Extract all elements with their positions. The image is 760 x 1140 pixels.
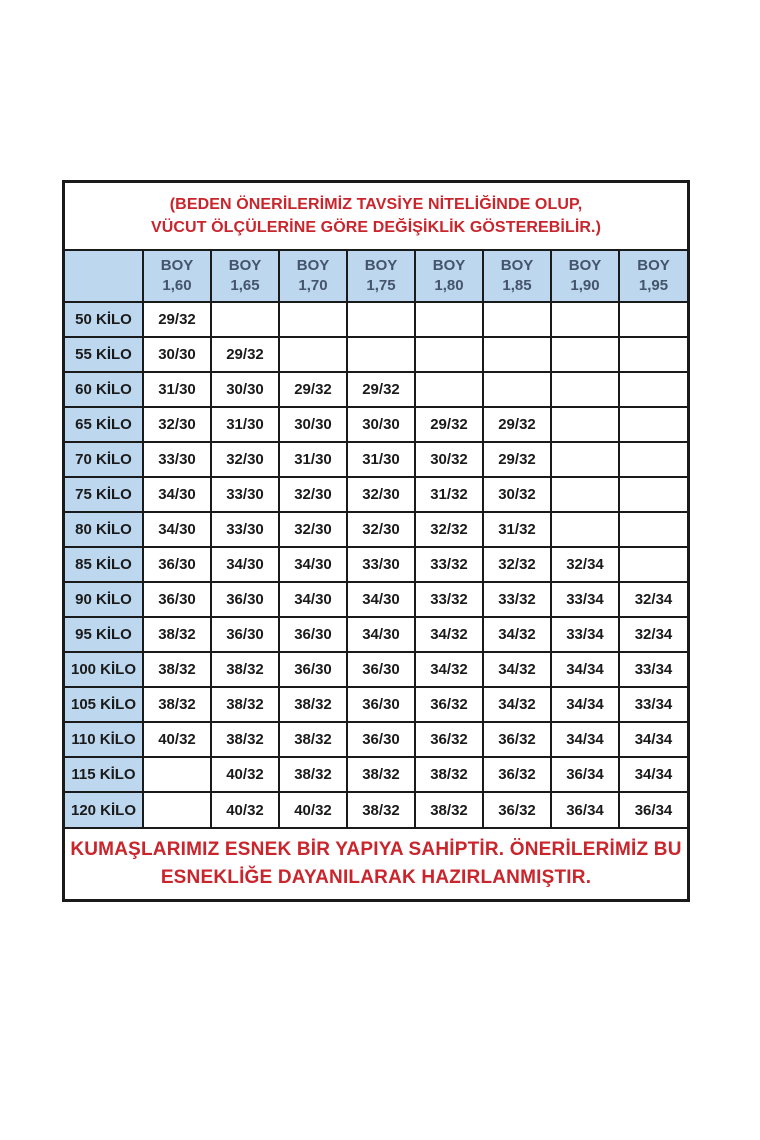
size-cell: [619, 442, 687, 477]
size-cell: [619, 407, 687, 442]
size-cell: 38/32: [279, 687, 347, 722]
size-cell: [551, 477, 619, 512]
size-cell: 32/30: [211, 442, 279, 477]
size-cell: 32/30: [347, 512, 415, 547]
size-cell: 36/30: [347, 652, 415, 687]
weight-label: 70 KİLO: [65, 442, 143, 477]
size-cell: 36/30: [211, 582, 279, 617]
size-cell: [551, 302, 619, 337]
size-cell: 34/34: [619, 757, 687, 792]
size-cell: 38/32: [211, 687, 279, 722]
size-cell: 29/32: [143, 302, 211, 337]
size-cell: 32/30: [279, 512, 347, 547]
size-cell: 38/32: [143, 617, 211, 652]
size-cell: [551, 337, 619, 372]
size-cell: [551, 407, 619, 442]
header-value: 1,60: [162, 277, 192, 294]
weight-label: 50 KİLO: [65, 302, 143, 337]
size-cell: [619, 547, 687, 582]
size-cell: 38/32: [415, 792, 483, 827]
table-row: [65, 477, 687, 512]
size-cell: 34/30: [347, 582, 415, 617]
size-cell: 34/34: [619, 722, 687, 757]
header-label: BOY: [500, 256, 534, 274]
weight-label: 115 KİLO: [65, 757, 143, 792]
size-cell: 30/30: [279, 407, 347, 442]
size-cell: 33/30: [347, 547, 415, 582]
size-cell: 36/30: [279, 652, 347, 687]
size-cell: 30/32: [415, 442, 483, 477]
header-value: 1,75: [366, 277, 396, 294]
size-cell: 33/32: [483, 582, 551, 617]
size-cell: 36/30: [347, 722, 415, 757]
size-cell: [415, 337, 483, 372]
size-cell: 36/34: [619, 792, 687, 827]
column-header-boy-1-80: [415, 251, 483, 302]
size-cell: 34/32: [415, 617, 483, 652]
size-cell: [619, 512, 687, 547]
weight-label: 60 KİLO: [65, 372, 143, 407]
size-cell: 34/30: [279, 547, 347, 582]
header-label: BOY: [296, 256, 330, 274]
size-cell: 31/30: [211, 407, 279, 442]
header-label: BOY: [432, 256, 466, 274]
size-cell: [483, 302, 551, 337]
header-row: [65, 251, 687, 302]
size-cell: 40/32: [211, 792, 279, 827]
size-table-body: [65, 302, 687, 827]
size-cell: 34/34: [551, 722, 619, 757]
size-cell: 31/30: [143, 372, 211, 407]
size-cell: 33/34: [551, 582, 619, 617]
size-cell: 34/30: [347, 617, 415, 652]
table-row: [65, 687, 687, 722]
table-row: [65, 792, 687, 827]
size-cell: 34/32: [483, 652, 551, 687]
column-header-boy-1-60: [143, 251, 211, 302]
size-cell: 30/30: [347, 407, 415, 442]
size-cell: 31/30: [279, 442, 347, 477]
footer-line-2: ESNEKLİĞE DAYANILARAK HAZIRLANMIŞTIR.: [160, 867, 592, 888]
size-cell: 38/32: [211, 652, 279, 687]
size-cell: 38/32: [279, 757, 347, 792]
size-cell: 33/30: [143, 442, 211, 477]
size-cell: 36/30: [143, 582, 211, 617]
column-header-boy-1-75: [347, 251, 415, 302]
size-cell: [347, 337, 415, 372]
weight-label: 75 KİLO: [65, 477, 143, 512]
header-value: 1,90: [570, 277, 600, 294]
size-cell: 36/32: [483, 722, 551, 757]
table-row: [65, 372, 687, 407]
size-cell: 32/34: [619, 617, 687, 652]
size-cell: 34/30: [143, 477, 211, 512]
size-cell: 36/34: [551, 792, 619, 827]
size-cell: [483, 337, 551, 372]
header-label: BOY: [364, 256, 398, 274]
size-cell: 36/30: [211, 617, 279, 652]
header-value: 1,95: [638, 277, 669, 294]
size-cell: 36/34: [551, 757, 619, 792]
size-cell: 31/30: [347, 442, 415, 477]
size-table: [65, 251, 687, 827]
footer-note: [65, 827, 687, 899]
header-label: BOY: [228, 256, 262, 274]
weight-label: 55 KİLO: [65, 337, 143, 372]
table-row: [65, 757, 687, 792]
size-cell: 33/32: [415, 547, 483, 582]
header-value: 1,70: [298, 277, 328, 294]
weight-label: 65 KİLO: [65, 407, 143, 442]
weight-label: 85 KİLO: [65, 547, 143, 582]
size-cell: 30/30: [211, 372, 279, 407]
size-cell: 34/30: [279, 582, 347, 617]
size-cell: 36/32: [415, 722, 483, 757]
size-cell: 29/32: [415, 407, 483, 442]
size-cell: 34/34: [551, 652, 619, 687]
corner-cell: [65, 251, 143, 302]
size-cell: [279, 302, 347, 337]
size-cell: [415, 372, 483, 407]
header-value: 1,85: [502, 277, 532, 294]
size-cell: 32/30: [279, 477, 347, 512]
size-cell: [415, 302, 483, 337]
size-cell: 31/32: [483, 512, 551, 547]
size-cell: 32/30: [347, 477, 415, 512]
size-cell: 29/32: [483, 442, 551, 477]
size-cell: [143, 792, 211, 827]
size-cell: 32/32: [415, 512, 483, 547]
table-row: [65, 442, 687, 477]
column-header-boy-1-95: [619, 251, 687, 302]
size-cell: 34/32: [483, 617, 551, 652]
size-cell: 34/34: [551, 687, 619, 722]
size-cell: 32/30: [143, 407, 211, 442]
size-cell: [347, 302, 415, 337]
header-label: BOY: [637, 256, 670, 274]
weight-label: 100 KİLO: [65, 652, 143, 687]
weight-label: 120 KİLO: [65, 792, 143, 827]
weight-label: 90 KİLO: [65, 582, 143, 617]
size-cell: [143, 757, 211, 792]
header-value: 1,65: [230, 277, 260, 294]
header-label: BOY: [160, 256, 194, 274]
size-cell: [619, 302, 687, 337]
table-row: [65, 302, 687, 337]
table-row: [65, 617, 687, 652]
size-cell: 33/30: [211, 512, 279, 547]
header-label: BOY: [568, 256, 602, 274]
size-cell: 38/32: [143, 652, 211, 687]
size-cell: [619, 337, 687, 372]
size-cell: 33/34: [619, 652, 687, 687]
size-cell: 36/30: [347, 687, 415, 722]
footer-line-1: KUMAŞLARIMIZ ESNEK BİR YAPIYA SAHİPTİR. ÖNERİLERİMİZ BU: [70, 838, 682, 860]
column-header-boy-1-90: [551, 251, 619, 302]
size-cell: 36/32: [483, 757, 551, 792]
size-cell: [619, 477, 687, 512]
disclaimer-banner: [65, 183, 687, 251]
size-cell: 33/34: [619, 687, 687, 722]
table-row: [65, 722, 687, 757]
size-cell: 33/30: [211, 477, 279, 512]
table-row: [65, 407, 687, 442]
size-cell: 36/32: [483, 792, 551, 827]
table-row: [65, 547, 687, 582]
column-header-boy-1-85: [483, 251, 551, 302]
size-cell: 30/30: [143, 337, 211, 372]
table-row: [65, 337, 687, 372]
size-cell: 31/32: [415, 477, 483, 512]
column-header-boy-1-70: [279, 251, 347, 302]
size-cell: 40/32: [211, 757, 279, 792]
size-cell: 40/32: [279, 792, 347, 827]
table-row: [65, 512, 687, 547]
weight-label: 110 KİLO: [65, 722, 143, 757]
size-cell: 32/32: [483, 547, 551, 582]
size-cell: 33/34: [551, 617, 619, 652]
table-row: [65, 652, 687, 687]
size-cell: 36/30: [143, 547, 211, 582]
size-cell: [211, 302, 279, 337]
size-cell: 34/32: [415, 652, 483, 687]
size-cell: [279, 337, 347, 372]
size-cell: [483, 372, 551, 407]
weight-label: 105 KİLO: [65, 687, 143, 722]
size-cell: 32/34: [551, 547, 619, 582]
disclaimer-line-2: VÜCUT ÖLÇÜLERİNE GÖRE DEĞİŞİKLİK GÖSTEREBİLİR.): [150, 219, 602, 236]
disclaimer-line-1: (BEDEN ÖNERİLERİMİZ TAVSİYE NİTELİĞİNDE OLUP,: [169, 195, 583, 213]
size-cell: 29/32: [347, 372, 415, 407]
size-cell: 38/32: [143, 687, 211, 722]
size-chart-frame: [62, 180, 690, 902]
size-cell: 38/32: [347, 792, 415, 827]
size-cell: 29/32: [483, 407, 551, 442]
size-cell: 36/30: [279, 617, 347, 652]
size-cell: 32/34: [619, 582, 687, 617]
size-cell: 34/30: [211, 547, 279, 582]
size-cell: 34/32: [483, 687, 551, 722]
size-cell: [619, 372, 687, 407]
size-cell: 38/32: [415, 757, 483, 792]
column-header-boy-1-65: [211, 251, 279, 302]
table-row: [65, 582, 687, 617]
size-cell: 36/32: [415, 687, 483, 722]
size-cell: [551, 442, 619, 477]
size-cell: 30/32: [483, 477, 551, 512]
size-cell: [551, 372, 619, 407]
size-cell: [551, 512, 619, 547]
header-value: 1,80: [434, 277, 464, 294]
weight-label: 95 KİLO: [65, 617, 143, 652]
size-cell: 38/32: [347, 757, 415, 792]
size-cell: 40/32: [143, 722, 211, 757]
size-cell: 34/30: [143, 512, 211, 547]
size-cell: 33/32: [415, 582, 483, 617]
size-cell: 29/32: [211, 337, 279, 372]
size-cell: 38/32: [211, 722, 279, 757]
size-table-header: [65, 251, 687, 302]
size-cell: 38/32: [279, 722, 347, 757]
weight-label: 80 KİLO: [65, 512, 143, 547]
size-cell: 29/32: [279, 372, 347, 407]
